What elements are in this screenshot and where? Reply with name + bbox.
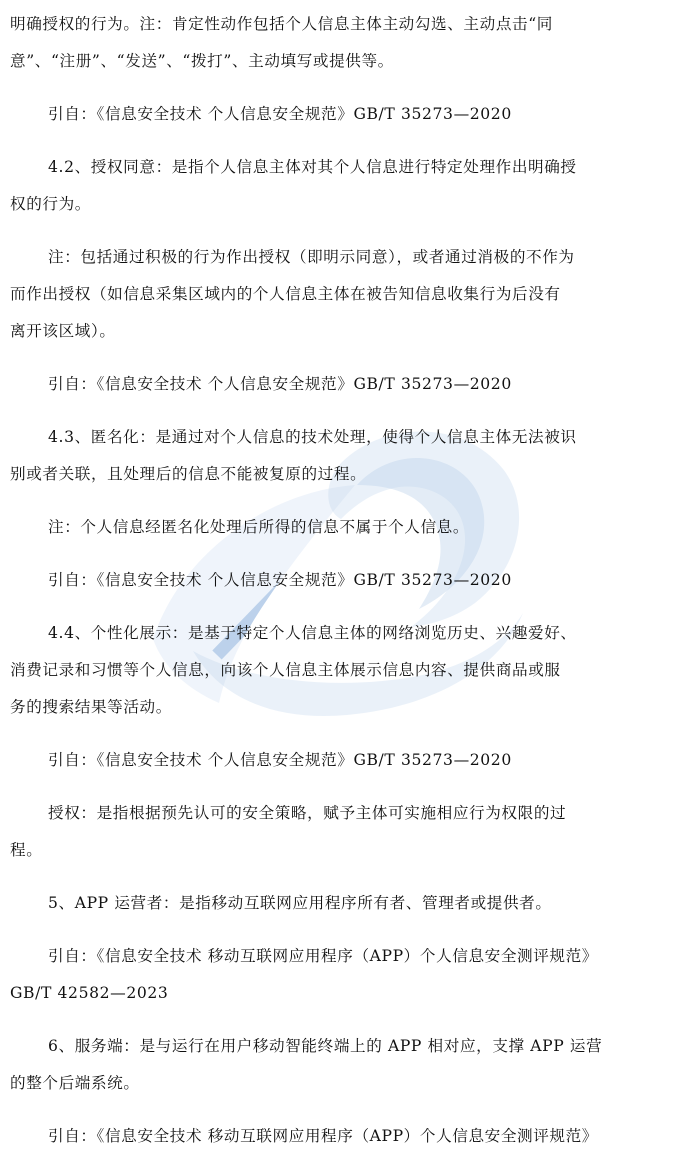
definition-line: 务的搜索结果等活动。	[10, 698, 172, 716]
paragraph-4	[10, 239, 686, 350]
paragraph-1	[10, 6, 686, 80]
paragraph-15	[10, 1118, 686, 1155]
paragraph-11	[10, 795, 686, 869]
paragraph-6	[10, 419, 686, 493]
paragraph-9	[10, 615, 686, 726]
citation-line: GB/T 42582—2023	[10, 984, 169, 1002]
paragraph-14	[10, 1028, 686, 1102]
note-line: 注：包括通过积极的行为作出授权（即明示同意），或者通过消极的不作为	[48, 248, 575, 266]
paragraph-8	[10, 562, 686, 599]
citation-line: 引自：《信息安全技术 个人信息安全规范》GB/T 35273—2020	[48, 105, 512, 123]
text-line: 意”、“注册”、“发送”、“拨打”、主动填写或提供等。	[10, 52, 394, 70]
definition-line: 别或者关联，且处理后的信息不能被复原的过程。	[10, 465, 367, 483]
definition-line: 权的行为。	[10, 195, 91, 213]
paragraph-13	[10, 938, 686, 1012]
definition-line: 授权：是指根据预先认可的安全策略，赋予主体可实施相应行为权限的过	[48, 804, 567, 822]
document-text	[10, 6, 686, 1171]
paragraph-3	[10, 149, 686, 223]
citation-line: 引自：《信息安全技术 移动互联网应用程序（APP）个人信息安全测评规范》	[48, 1127, 599, 1145]
definition-line: 程。	[10, 841, 43, 859]
definition-line: 消费记录和习惯等个人信息，向该个人信息主体展示信息内容、提供商品或服	[10, 661, 561, 679]
definition-line: 4.2、授权同意：是指个人信息主体对其个人信息进行特定处理作出明确授	[48, 158, 577, 176]
definition-line: 4.4、个性化展示：是基于特定个人信息主体的网络浏览历史、兴趣爱好、	[48, 624, 577, 642]
definition-line: 4.3、匿名化：是通过对个人信息的技术处理，使得个人信息主体无法被识	[48, 428, 577, 446]
note-line: 而作出授权（如信息采集区域内的个人信息主体在被告知信息收集行为后没有	[10, 285, 561, 303]
text-line: 明确授权的行为。注：肯定性动作包括个人信息主体主动勾选、主动点击“同	[10, 15, 553, 33]
paragraph-7	[10, 509, 686, 546]
citation-line: 引自：《信息安全技术 移动互联网应用程序（APP）个人信息安全测评规范》	[48, 947, 599, 965]
note-line: 注：个人信息经匿名化处理后所得的信息不属于个人信息。	[48, 518, 470, 536]
citation-line: 引自：《信息安全技术 个人信息安全规范》GB/T 35273—2020	[48, 751, 512, 769]
definition-line: 5、APP 运营者：是指移动互联网应用程序所有者、管理者或提供者。	[48, 894, 552, 912]
citation-line: 引自：《信息安全技术 个人信息安全规范》GB/T 35273—2020	[48, 375, 512, 393]
citation-line: 引自：《信息安全技术 个人信息安全规范》GB/T 35273—2020	[48, 571, 512, 589]
paragraph-5	[10, 366, 686, 403]
definition-line: 6、服务端：是与运行在用户移动智能终端上的 APP 相对应，支撑 APP 运营	[48, 1037, 603, 1055]
definition-line: 的整个后端系统。	[10, 1074, 140, 1092]
paragraph-2	[10, 96, 686, 133]
note-line: 离开该区域）。	[10, 322, 116, 340]
paragraph-10	[10, 742, 686, 779]
paragraph-12	[10, 885, 686, 922]
